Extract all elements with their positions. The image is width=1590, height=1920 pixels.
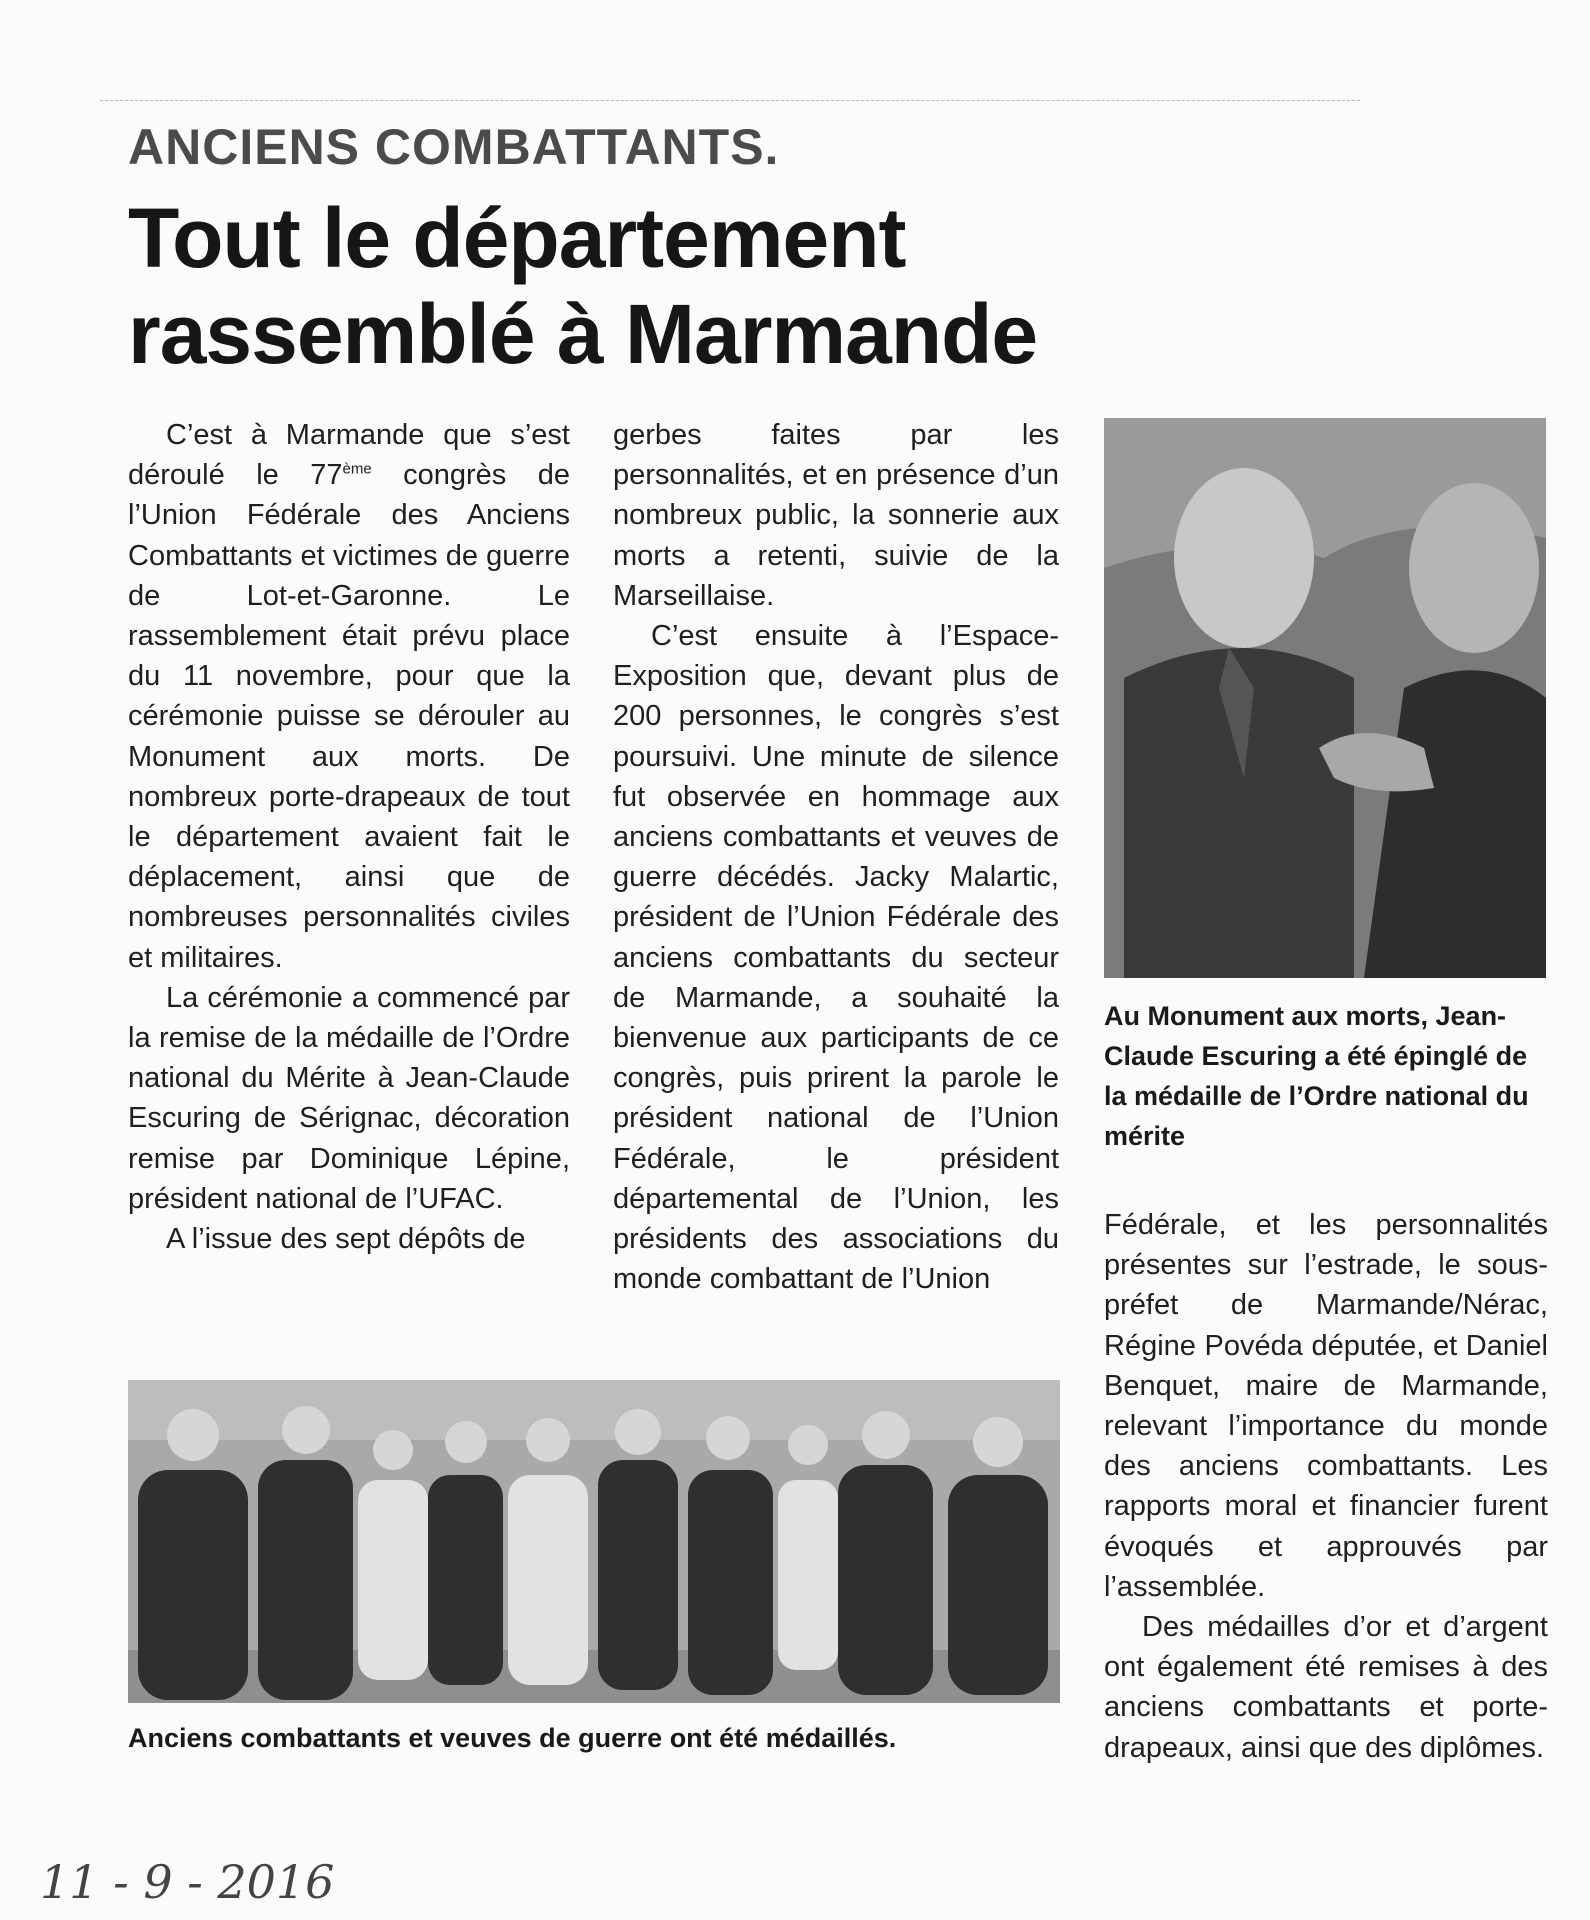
paragraph-7: Des médailles d’or et d’argent ont également été remises à des anciens combattants et porte-drapeaux, ainsi que des diplômes.: [1104, 1611, 1548, 1764]
top-dashed-rule: [100, 100, 1360, 101]
group-photo: [128, 1380, 1060, 1703]
paragraph-1: C’est à Marmande que s’est déroulé le 77ème congrès de l’Union Fédérale des Anciens Combattants et victimes de guerre de Lot-et-Garonne. Le rassemblement était prévu place du 11 novembre, pour que la cérémonie puisse se dérouler au Monument aux morts. De nombreux porte-drapeaux de tout le département avaient fait le déplacement, ainsi que de nombreuses personnalités civiles et militaires.: [128, 419, 571, 974]
paragraph-5: C’est ensuite à l’Espace-Exposition que, devant plus de 200 personnes, le congrès s’est poursuivi. Une minute de silence fut observée en hommage aux anciens combattants et veuves de guerre décédés. Jacky Malartic, président de l’Union Fédérale des anciens combattants du secteur de Marmande, a souhaité la bienvenue aux participants de ce congrès, puis prirent la parole le président national de l’Union Fédérale, le président départemental de l’Union, les présidents des associations du monde combattant de l’Union: [613, 620, 1059, 1296]
headline-line-1: Tout le département: [128, 191, 906, 285]
article-column-3: [1104, 1205, 1548, 1768]
medal-ceremony-illustration: [1104, 418, 1546, 978]
section-kicker: ANCIENS COMBATTANTS.: [128, 119, 780, 175]
paragraph-4: gerbes faites par les personnalités, et en présence d’un nombreux public, la sonnerie aux morts a retenti, suivie de la Marseillaise.: [613, 419, 1059, 612]
medal-ceremony-photo: [1104, 418, 1546, 978]
article-column-2: [613, 415, 1059, 1299]
group-photo-illustration: [128, 1380, 1060, 1703]
headline-line-2: rassemblé à Marmande: [128, 287, 1038, 381]
group-photo-caption: Anciens combattants et veuves de guerre ont été médaillés.: [128, 1723, 897, 1753]
medal-photo-caption: Au Monument aux morts, Jean-Claude Escuring a été épinglé de la médaille de l’Ordre national du mérite: [1104, 1001, 1529, 1151]
article-headline: [128, 190, 1428, 382]
paragraph-2: La cérémonie a commencé par la remise de la médaille de l’Ordre national du Mérite à Jean-Claude Escuring de Sérignac, décoration remise par Dominique Lépine, président national de l’UFAC.: [128, 981, 570, 1215]
handwritten-date: 11 - 9 - 2016: [40, 1855, 335, 1909]
paragraph-3: A l’issue des sept dépôts de: [166, 1223, 526, 1256]
paragraph-6: Fédérale, et les personnalités présentes sur l’estrade, le sous-préfet de Marmande/Nérac, Régine Povéda députée, et Daniel Benquet, maire de Marmande, relevant l’importance du monde des anciens combattants. Les rapports moral et financier furent évoqués et approuvés par l’assemblée.: [1104, 1209, 1548, 1603]
article-column-1: [128, 415, 570, 1259]
